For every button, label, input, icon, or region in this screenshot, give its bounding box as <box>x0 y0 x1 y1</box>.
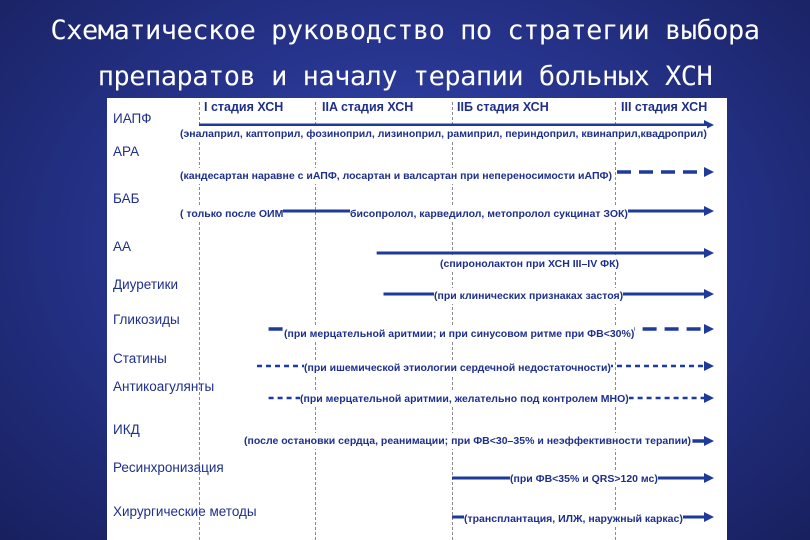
drug-note-6: (при ишемической этиологии сердечной недостаточности) <box>304 362 611 374</box>
drug-note-4: (при клинических признаках застоя) <box>434 290 624 302</box>
drug-note-2: ( только после ОИМ <box>180 208 284 220</box>
drug-note-8: (после остановки сердца, реанимации; при ФВ<30–35% и неэффективности терапии) <box>244 435 692 447</box>
drug-note-5: (при мерцательной аритмии; и при синусовом ритме при ФВ<30%) <box>284 328 635 340</box>
therapy-scheme-panel <box>107 98 727 540</box>
arrow-head-icon <box>704 324 714 334</box>
slide-title-line-2: препаратов и началу терапии больных ХСН <box>97 61 713 92</box>
drug-label-7: Антикоагулянты <box>113 379 215 394</box>
drug-note-2-b: бисопролол, карведилол, метопролол сукцинат ЗОК) <box>350 208 628 220</box>
drug-label-3: АА <box>113 239 132 254</box>
stage-header-1: I стадия ХСН <box>204 100 284 114</box>
drug-note-7: (при мерцательной аритмии, желательно под контролем МНО) <box>300 393 629 405</box>
stage-header-2: IIA стадия ХСН <box>322 100 414 114</box>
arrow-head-icon <box>704 512 714 522</box>
drug-label-6: Статины <box>113 351 167 366</box>
arrow-head-icon <box>704 248 714 258</box>
drug-note-0: (эналаприл, каптоприл, фозиноприл, лизиноприл, рамиприл, периндоприл, квинаприл,квадроприл) <box>180 128 707 140</box>
drug-note-1: (кандесартан наравне с иАПФ, лосартан и валсартан при непереносимости иАПФ) <box>180 170 612 182</box>
drug-note-9: (при ФВ<35% и QRS>120 мс) <box>510 473 658 485</box>
arrow-head-icon <box>704 289 714 299</box>
drug-label-0: ИАПФ <box>113 111 152 126</box>
drug-label-8: ИКД <box>113 422 140 437</box>
arrow-head-icon <box>704 393 714 403</box>
drug-label-9: Ресинхронизация <box>113 460 224 475</box>
drug-label-4: Диуретики <box>113 277 179 292</box>
slide-title-line-1: Схематическое руководство по стратегии выбора <box>50 15 760 46</box>
arrow-head-icon <box>704 473 714 483</box>
drug-label-2: БАБ <box>113 191 140 206</box>
drug-label-5: Гликозиды <box>113 312 180 327</box>
arrow-head-icon <box>704 436 714 446</box>
drug-label-10: Хирургические методы <box>113 504 257 519</box>
arrow-head-icon <box>704 206 714 216</box>
stage-header-4: III стадия ХСН <box>621 100 708 114</box>
arrow-head-icon <box>704 167 714 177</box>
drug-note-10: (трансплантация, ИЛЖ, наружный каркас) <box>464 513 683 525</box>
drug-note-3: (спиронолактон при ХСН III–IV ФК) <box>440 258 620 270</box>
stage-header-3: IIБ стадия ХСН <box>457 100 549 114</box>
drug-label-1: АРА <box>113 144 140 159</box>
arrow-head-icon <box>704 361 714 371</box>
